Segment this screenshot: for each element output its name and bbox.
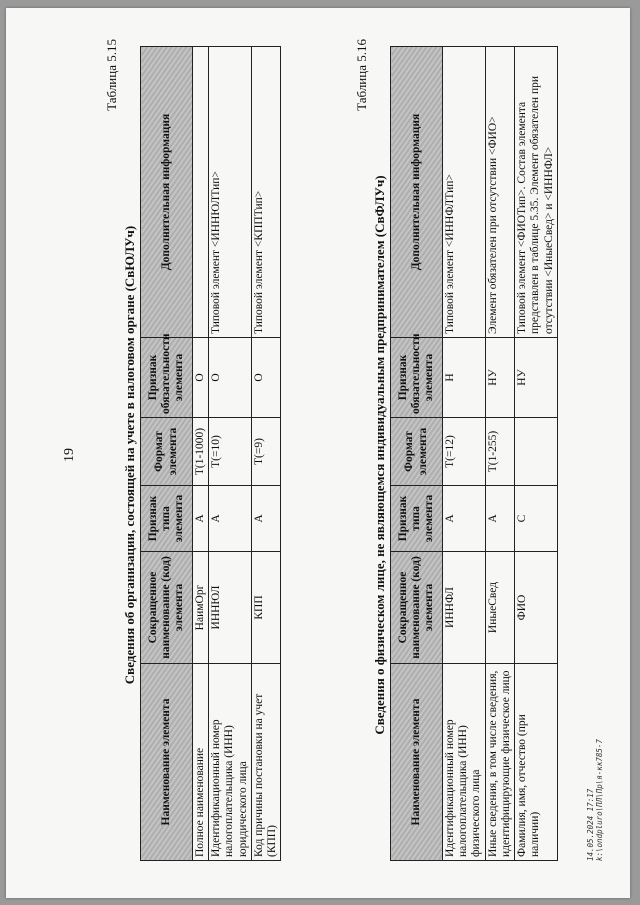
table-title-5-16: Сведения о физическом лице, не являющемся индивидуальным предпринимателем (СвФЛУч) xyxy=(372,175,387,735)
cell-name: Идентификационный номер налогоплательщика (ИНН) физического лица xyxy=(443,664,486,861)
cell-type: А xyxy=(485,486,514,552)
header-code: Сокращенное наименование (код) элемента xyxy=(141,552,193,664)
cell-required: О xyxy=(251,338,280,418)
cell-type: А xyxy=(251,486,280,552)
table-5-16 xyxy=(390,46,558,861)
cell-required: Н xyxy=(443,338,486,418)
cell-required: О xyxy=(193,338,209,418)
cell-type: А xyxy=(443,486,486,552)
header-name: Наименование элемента xyxy=(391,664,443,861)
cell-name: Код причины постановки на учет (КПП) xyxy=(251,664,280,861)
cell-code: НаимОрг xyxy=(193,552,209,664)
table-5-15 xyxy=(140,46,281,861)
footer-date: 14.05.2024 17:17 xyxy=(586,788,595,861)
table-title-5-15: Сведения об организации, состоящей на учете в налоговом органе (СвЮЛУч) xyxy=(122,225,137,685)
cell-info: Типовой элемент <КППТип> xyxy=(251,47,280,338)
page-number: 19 xyxy=(62,448,77,462)
cell-name: Идентификационный номер налогоплательщика (ИНН) юридического лица xyxy=(209,664,252,861)
cell-name: Иные сведения, в том числе сведения, идентифицирующие физическое лицо xyxy=(485,664,514,861)
cell-type: А xyxy=(209,486,252,552)
cell-info: Типовой элемент <ИННФЛТип> xyxy=(443,47,486,338)
footer-path: k:\ondpluro\ПЛ\Пр\я-кк785-7 xyxy=(595,739,604,861)
cell-name: Фамилия, имя, отчество (при наличии) xyxy=(515,664,558,861)
table-header-row xyxy=(141,47,193,861)
document-page xyxy=(6,8,630,898)
table-caption-5-16: Таблица 5.16 xyxy=(354,39,369,111)
cell-type: А xyxy=(193,486,209,552)
cell-code: ИННФЛ xyxy=(443,552,486,664)
table-row xyxy=(251,47,280,861)
table-header-row xyxy=(391,47,443,861)
cell-format: T(=9) xyxy=(251,418,280,486)
header-info: Дополнительная информация xyxy=(391,47,443,338)
header-required: Признак обязательности элемента xyxy=(141,338,193,418)
rotated-page-content xyxy=(18,25,618,885)
cell-info: Типовой элемент <ФИОТип>. Состав элемента представлен в таблице 5.35. Элемент обязателен при отсутствии <ИныеСвед> и <ИННФЛ> xyxy=(515,47,558,338)
table-row xyxy=(209,47,252,861)
header-format: Формат элемента xyxy=(391,418,443,486)
cell-code: ФИО xyxy=(515,552,558,664)
header-type: Признак типа элемента xyxy=(391,486,443,552)
cell-required: О xyxy=(209,338,252,418)
table-row xyxy=(515,47,558,861)
table-row xyxy=(193,47,209,861)
header-info: Дополнительная информация xyxy=(141,47,193,338)
cell-format: T(=12) xyxy=(443,418,486,486)
table-caption-5-15: Таблица 5.15 xyxy=(104,39,119,111)
cell-code: КПП xyxy=(251,552,280,664)
cell-info xyxy=(193,47,209,338)
table-row xyxy=(443,47,486,861)
cell-info: Элемент обязателен при отсутствии <ФИО> xyxy=(485,47,514,338)
cell-required: НУ xyxy=(515,338,558,418)
header-required: Признак обязательности элемента xyxy=(391,338,443,418)
header-format: Формат элемента xyxy=(141,418,193,486)
cell-required: НУ xyxy=(485,338,514,418)
cell-code: ИныеСвед xyxy=(485,552,514,664)
cell-format: T(=10) xyxy=(209,418,252,486)
cell-format: T(1-1000) xyxy=(193,418,209,486)
header-code: Сокращенное наименование (код) элемента xyxy=(391,552,443,664)
header-type: Признак типа элемента xyxy=(141,486,193,552)
cell-format xyxy=(515,418,558,486)
cell-format: T(1-255) xyxy=(485,418,514,486)
cell-name: Полное наименование xyxy=(193,664,209,861)
table-row xyxy=(485,47,514,861)
cell-type: С xyxy=(515,486,558,552)
header-name: Наименование элемента xyxy=(141,664,193,861)
cell-info: Типовой элемент <ИННЮЛТип> xyxy=(209,47,252,338)
cell-code: ИННЮЛ xyxy=(209,552,252,664)
footer-stamp xyxy=(586,739,604,861)
